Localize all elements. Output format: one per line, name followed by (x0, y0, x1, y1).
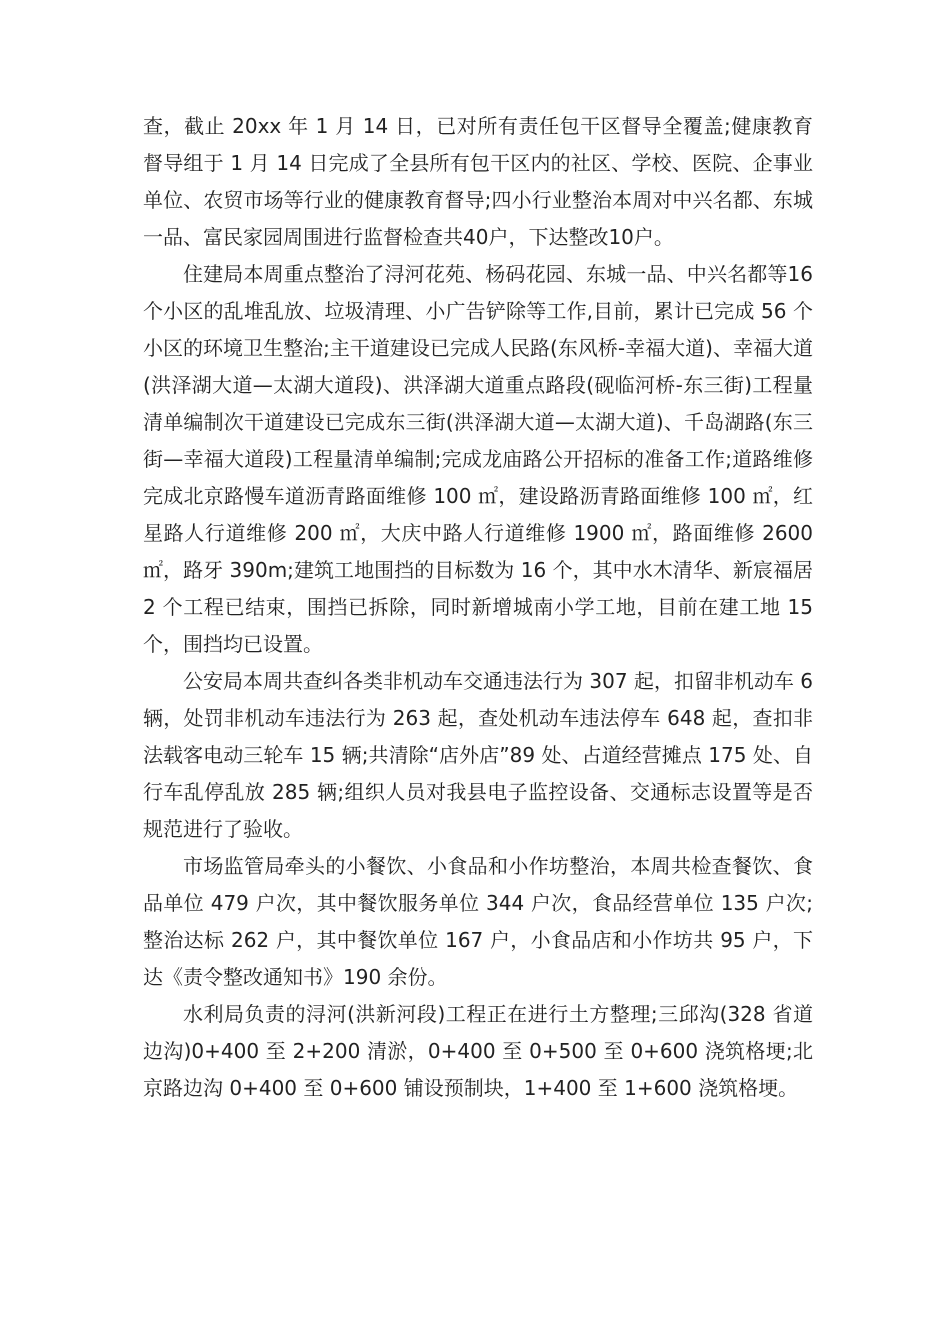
paragraph-housing-construction: 住建局本周重点整治了浔河花苑、杨码花园、东城一品、中兴名都等16个小区的乱堆乱放、垃圾清理、小广告铲除等工作,目前，累计已完成 56 个小区的环境卫生整治;主干道建设已完成人民路(东风桥-幸福大道)、幸福大道(洪泽湖大道—太湖大道段)、洪泽湖大道重点路段(砚临河桥-东三街)工程量清单编制次干道建设已完成东三街(洪泽湖大道—太湖大道)、千岛湖路(东三街—幸福大道段)工程量清单编制;完成龙庙路公开招标的准备工作;道路维修完成北京路慢车道沥青路面维修 100 ㎡，建设路沥青路面维修 100 ㎡，红星路人行道维修 200 ㎡，大庆中路人行道维修 1900 ㎡，路面维修 2600 ㎡，路牙 390m;建筑工地围挡的目标数为 16 个，其中水木清华、新宸福居 2 个工程已结束，围挡已拆除，同时新增城南小学工地，目前在建工地 15 个，围挡均已设置。 (143, 262, 813, 656)
paragraph-market-supervision: 市场监管局牵头的小餐饮、小食品和小作坊整治，本周共检查餐饮、食品单位 479 户次，其中餐饮服务单位 344 户次，食品经营单位 135 户次;整治达标 262 户，其中餐饮单位 167 户，小食品店和小作坊共 95 户，下达《责令整改通知书》190 余份。 (143, 854, 813, 989)
paragraph-public-security: 公安局本周共查纠各类非机动车交通违法行为 307 起，扣留非机动车 6 辆，处罚非机动车违法行为 263 起，查处机动车违法停车 648 起，查扣非法载客电动三轮车 15 辆;共清除“店外店”89 处、占道经营摊点 175 处、自行车乱停乱放 285 辆;组织人员对我县电子监控设备、交通标志设置等是否规范进行了验收。 (143, 669, 813, 841)
paragraph-health-supervision: 查，截止 20xx 年 1 月 14 日，已对所有责任包干区督导全覆盖;健康教育督导组于 1 月 14 日完成了全县所有包干区内的社区、学校、医院、企事业单位、农贸市场等行业的健康教育督导;四小行业整治本周对中兴名都、东城一品、富民家园周围进行监督检查共40户，下达整改10户。 (143, 114, 813, 249)
paragraph-water-conservancy: 水利局负责的浔河(洪新河段)工程正在进行土方整理;三邱沟(328 省道边沟)0+400 至 2+200 清淤，0+400 至 0+500 至 0+600 浇筑格埂;北京路边沟 0+400 至 0+600 铺设预制块，1+400 至 1+600 浇筑格埂。 (143, 1002, 813, 1100)
document-body (143, 108, 813, 1107)
